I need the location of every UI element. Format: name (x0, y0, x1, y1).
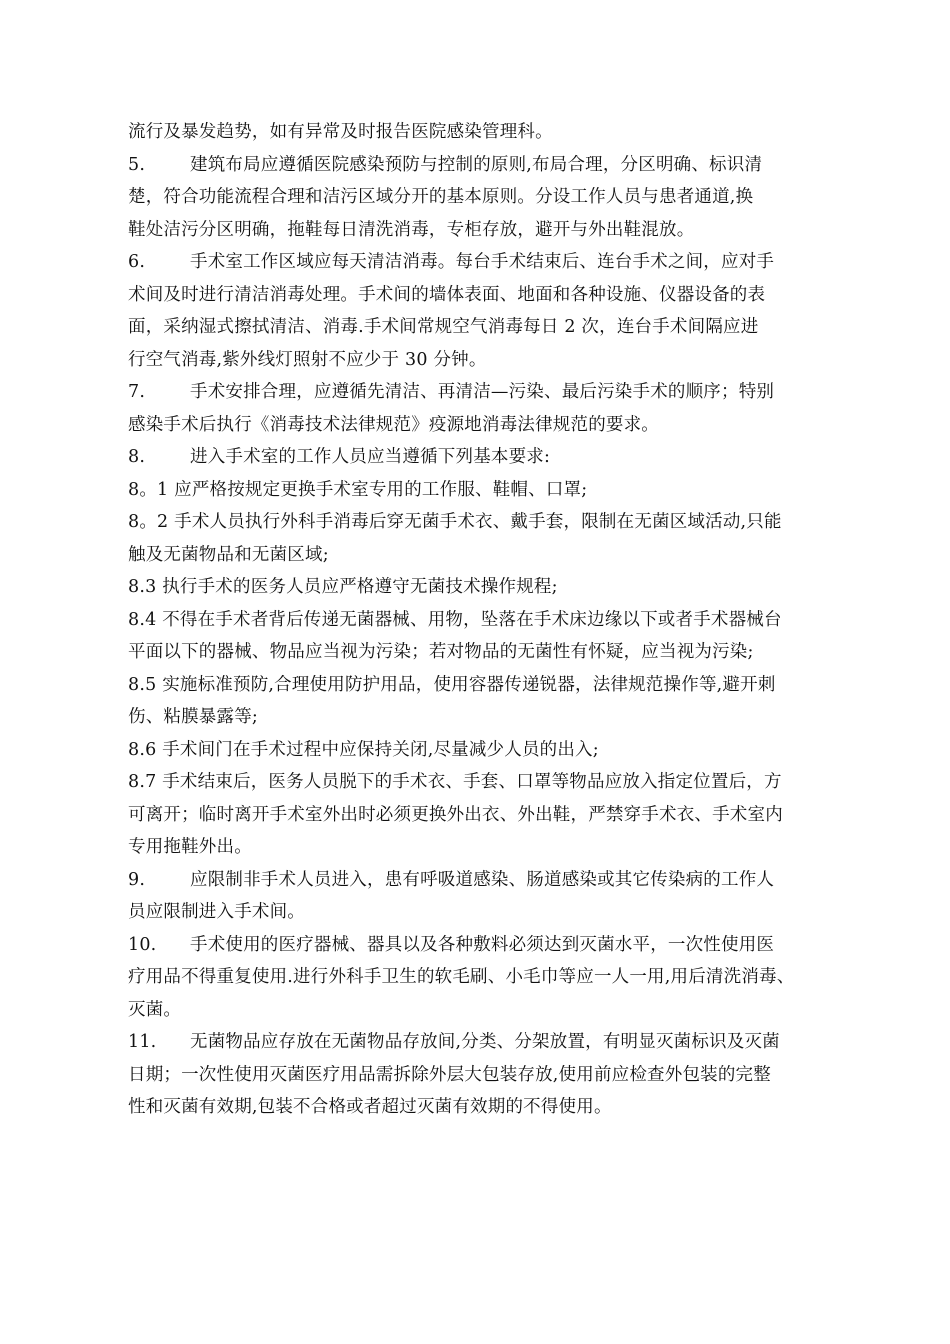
text-line (128, 766, 828, 799)
text-line (128, 571, 828, 604)
text-line (128, 701, 828, 734)
line-text: 灭菌。 (128, 999, 182, 1020)
line-text: 可离开；临时离开手术室外出时必须更换外出衣、外出鞋，严禁穿手术衣、手术室内 (128, 804, 783, 825)
line-text: 8。1 应严格按规定更换手术室专用的工作服、鞋帽、口罩; (128, 479, 588, 500)
text-line (128, 344, 828, 377)
text-line (128, 506, 828, 539)
text-line (128, 799, 828, 832)
text-line (128, 279, 828, 312)
line-text: 员应限制进入手术间。 (128, 902, 305, 922)
text-line (128, 214, 828, 247)
item-number: 7. (128, 382, 146, 402)
line-text: 触及无菌物品和无菌区域; (128, 544, 329, 565)
text-line (128, 994, 828, 1027)
line-text: 8.6 手术间门在手术过程中应保持关闭,尽量减少人员的出入; (128, 739, 599, 760)
text-line (128, 1091, 828, 1124)
item-number: 9. (128, 869, 146, 890)
line-text: 手术室工作区域应每天清洁消毒。每台手术结束后、连台手术之间，应对手 (190, 252, 775, 272)
text-line (128, 669, 828, 702)
text-line (128, 1059, 828, 1092)
line-text: 应限制非手术人员进入，患有呼吸道感染、肠道感染或其它传染病的工作人 (190, 869, 775, 890)
text-line (128, 961, 828, 994)
line-text: 手术使用的医疗器械、器具以及各种敷料必须达到灭菌水平，一次性使用医 (190, 934, 775, 955)
text-line (128, 604, 828, 637)
text-line (128, 181, 828, 214)
text-line (128, 831, 828, 864)
line-text: 日期；一次性使用灭菌医疗用品需拆除外层大包装存放,使用前应检查外包装的完整 (128, 1064, 771, 1085)
line-text: 专用拖鞋外出。 (128, 837, 252, 857)
text-line (128, 409, 828, 442)
line-text: 鞋处洁污分区明确，拖鞋每日清洗消毒，专柜存放，避开与外出鞋混放。 (128, 219, 695, 240)
item-number: 6. (128, 252, 146, 272)
line-text: 无菌物品应存放在无菌物品存放间,分类、分架放置，有明显灭菌标识及灭菌 (190, 1032, 780, 1052)
line-text: 感染手术后执行《消毒技术法律规范》疫源地消毒法律规范的要求。 (128, 414, 659, 435)
text-line (128, 441, 828, 474)
text-line (128, 929, 828, 962)
line-text: 8.7 手术结束后，医务人员脱下的手术衣、手套、口罩等物品应放入指定位置后，方 (128, 772, 782, 792)
line-text: 术间及时进行清洁消毒处理。手术间的墙体表面、地面和各种设施、仪器设备的表 (128, 284, 766, 305)
text-line (128, 474, 828, 507)
line-text: 平面以下的器械、物品应当视为污染；若对物品的无菌性有怀疑，应当视为污染; (128, 642, 754, 662)
line-text: 流行及暴发趋势，如有异常及时报告医院感染管理科。 (128, 122, 553, 142)
line-text: 性和灭菌有效期,包装不合格或者超过灭菌有效期的不得使用。 (128, 1097, 612, 1117)
line-text: 手术安排合理，应遵循先清洁、再清洁—污染、最后污染手术的顺序；特别 (190, 382, 775, 402)
line-text: 进入手术室的工作人员应当遵循下列基本要求: (190, 447, 551, 467)
line-text: 行空气消毒,紫外线灯照射不应少于 30 分钟。 (128, 349, 487, 370)
text-line (128, 734, 828, 767)
line-text: 伤、粘膜暴露等; (128, 707, 258, 727)
line-text: 面，采纳湿式擦拭清洁、消毒.手术间常规空气消毒每日 2 次，连台手术间隔应进 (128, 317, 759, 337)
line-text: 8.3 执行手术的医务人员应严格遵守无菌技术操作规程; (128, 577, 558, 597)
line-text: 楚，符合功能流程合理和洁污区域分开的基本原则。分设工作人员与患者通道,换 (128, 187, 754, 207)
text-line (128, 864, 828, 897)
document-body (128, 116, 828, 1124)
text-line (128, 376, 828, 409)
text-line (128, 116, 828, 149)
text-line (128, 636, 828, 669)
line-text: 疗用品不得重复使用.进行外科手卫生的软毛刷、小毛巾等应一人一用,用后清洗消毒、 (128, 967, 795, 987)
text-line (128, 311, 828, 344)
text-line (128, 246, 828, 279)
line-text: 8.5 实施标准预防,合理使用防护用品，使用容器传递锐器，法律规范操作等,避开刺 (128, 674, 776, 695)
text-line (128, 539, 828, 572)
line-text: 8。2 手术人员执行外科手消毒后穿无菌手术衣、戴手套，限制在无菌区域活动,只能 (128, 512, 782, 532)
text-line (128, 896, 828, 929)
text-line (128, 1026, 828, 1059)
line-text: 建筑布局应遵循医院感染预防与控制的原则,布局合理，分区明确、标识清 (190, 154, 763, 175)
item-number: 8. (128, 447, 146, 467)
item-number: 10. (128, 934, 157, 955)
line-text: 8.4 不得在手术者背后传递无菌器械、用物，坠落在手术床边缘以下或者手术器械台 (128, 609, 782, 630)
item-number: 11. (128, 1032, 157, 1052)
text-line (128, 149, 828, 182)
item-number: 5. (128, 154, 146, 175)
